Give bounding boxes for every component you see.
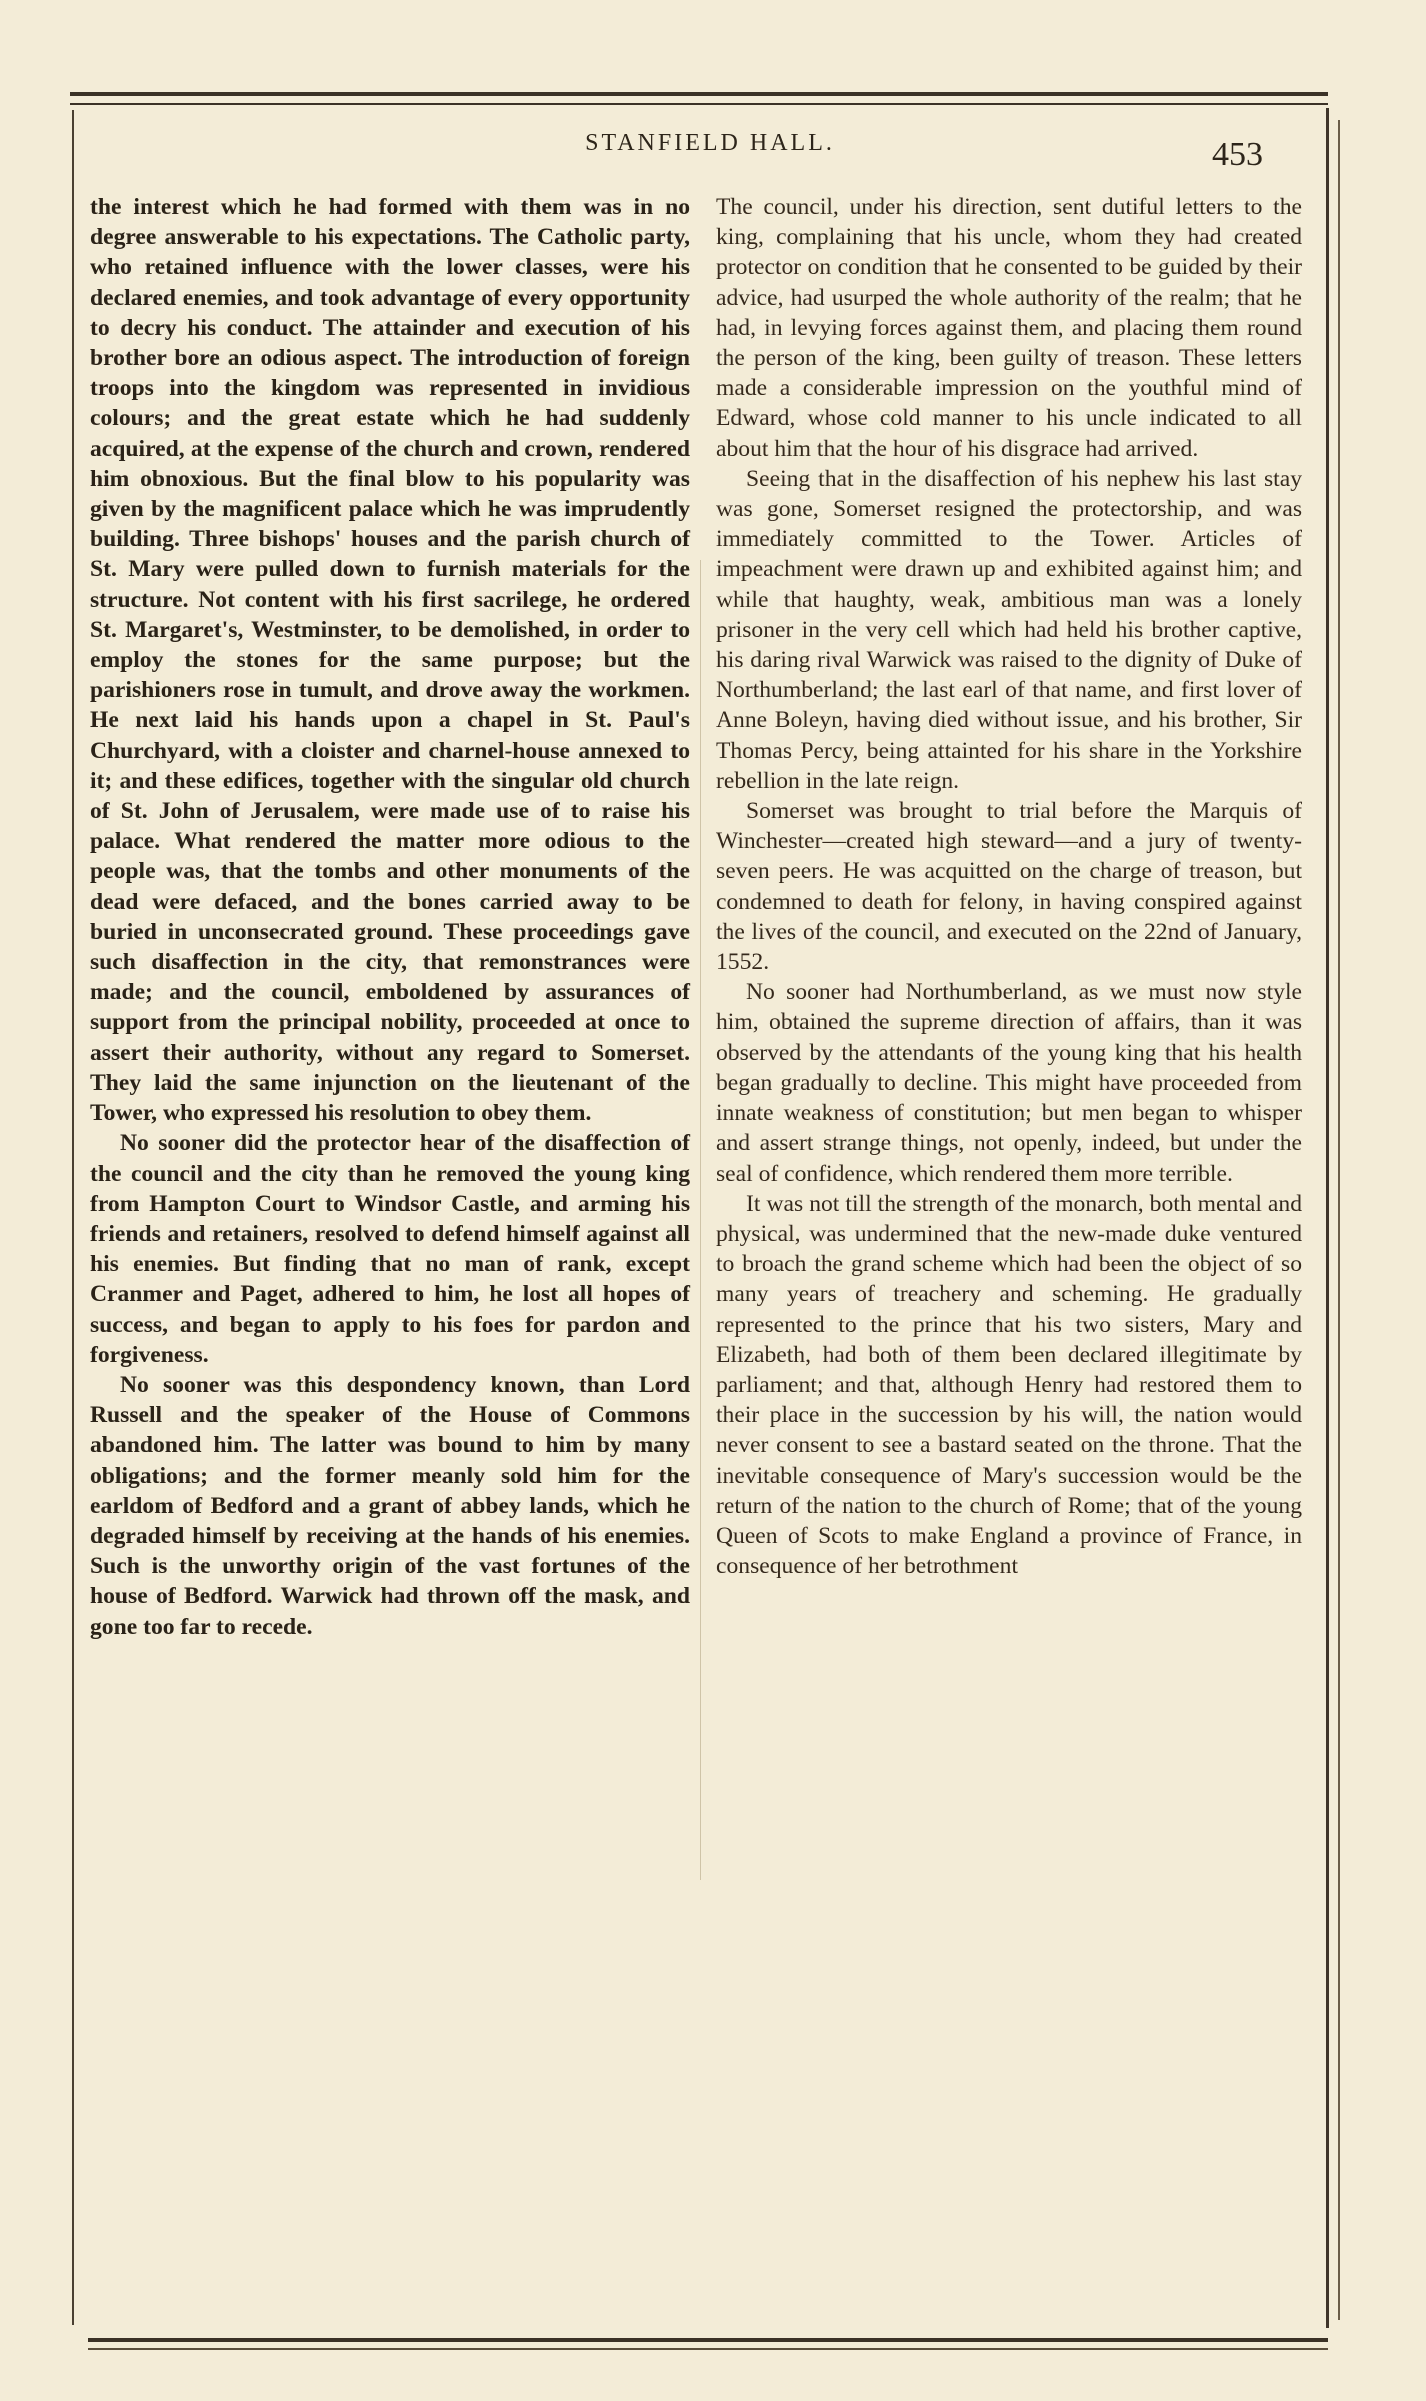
- bottom-rule-thin: [88, 2348, 1328, 2350]
- right-border-outer: [1338, 120, 1340, 2320]
- bottom-rule: [88, 2338, 1328, 2342]
- top-rule-thin: [70, 103, 1328, 105]
- left-paragraph-3: No sooner was this despondency known, than Lord Russell and the speaker of the House of Commons abandoned him. The latter was bound to him by many obligations; and the former meanly sold him for the earldom of Bedford and a grant of abbey lands, which he degraded himself by receiving at the hands of his enemies. Such is the unworthy origin of the vast fortunes of the house of Bedford. Warwick had thrown off the mask, and gone too far to recede.: [90, 1371, 690, 1640]
- left-paragraph-2: No sooner did the protector hear of the disaffection of the council and the city than he removed the young king from Hampton Court to Windsor Castle, and arming his friends and retainers, resolved to defend himself against all his enemies. But finding that no man of rank, except Cranmer and Paget, adhered to him, he lost all hopes of success, and began to apply to his foes for pardon and forgiveness.: [90, 1130, 690, 1368]
- column-divider: [700, 560, 701, 1880]
- right-paragraph-1: The council, under his direction, sent dutiful letters to the king, complaining that his uncle, whom they had created protector on condition that he consented to be guided by their advice, had usurped the whole authority of the realm; that he had, in levying forces against them, and placing them round the person of the king, been guilty of treason. These letters made a considerable impression on the youthful mind of Edward, whose cold manner to his uncle indicated to all about him that the hour of his disgrace had arrived.: [716, 194, 1302, 462]
- right-column: [716, 192, 1302, 1581]
- right-paragraph-5: It was not till the strength of the monarch, both mental and physical, was undermined that the new-made duke ventured to broach the grand scheme which had been the object of so many years of treachery and scheming. He gradually represented to the prince that his two sisters, Mary and Elizabeth, had both of them been declared illegitimate by parliament; and that, although Henry had restored them to their place in the succession by his will, the nation would never consent to see a bastard seated on the throne. That the inevitable consequence of Mary's succession would be the return of the nation to the church of Rome; that of the young Queen of Scots to make England a province of France, in consequence of her betrothment: [716, 1190, 1302, 1580]
- right-paragraph-4: No sooner had Northumberland, as we must now style him, obtained the supreme direction of affairs, than it was observed by the attendants of the young king that his health began gradually to decline. This might have proceeded from innate weakness of constitution; but men began to whisper and assert strange things, not openly, indeed, but under the seal of confidence, which rendered them more terrible.: [716, 979, 1302, 1187]
- top-rule: [70, 92, 1328, 96]
- running-head: STANFIELD HALL.: [585, 130, 835, 156]
- right-paragraph-3: Somerset was brought to trial before the Marquis of Winchester—created high steward—and a jury of twenty-seven peers. He was acquitted on the charge of treason, but condemned to death for felony, in having conspired against the lives of the council, and executed on the 22nd of January, 1552.: [716, 798, 1302, 976]
- page-number: 453: [1212, 136, 1263, 173]
- left-paragraph-1: the interest which he had formed with them was in no degree answerable to his expectations. The Catholic party, who retained influence with the lower classes, were his declared enemies, and took advantage of every opportunity to decry his conduct. The attainder and execution of his brother bore an odious aspect. The introduction of foreign troops into the kingdom was represented in invidious colours; and the great estate which he had suddenly acquired, at the expense of the church and crown, rendered him obnoxious. But the final blow to his popularity was given by the magnificent palace which he was imprudently building. Three bishops' houses and the parish church of St. Mary were pulled down to furnish materials for the structure. Not content with his first sacrilege, he ordered St. Margaret's, Westminster, to be demolished, in order to employ the stones for the same purpose; but the parishioners rose in tumult, and drove away the workmen. He next laid his hands upon a chapel in St. Paul's Churchyard, with a cloister and charnel-house annexed to it; and these edifices, together with the singular old church of St. John of Jerusalem, were made use of to raise his palace. What rendered the matter more odious to the people was, that the tombs and other monuments of the dead were defaced, and the bones carried away to be buried in unconsecrated ground. These proceedings gave such disaffection in the city, that remonstrances were made; and the council, emboldened by assurances of support from the principal nobility, proceeded at once to assert their authority, without any regard to Somerset. They laid the same injunction on the lieutenant of the Tower, who expressed his resolution to obey them.: [90, 194, 690, 1127]
- right-border: [1326, 108, 1329, 2328]
- left-column: [90, 192, 690, 1642]
- left-border: [72, 110, 74, 2325]
- right-paragraph-2: Seeing that in the disaffection of his nephew his last stay was gone, Somerset resigned the protectorship, and was immediately committed to the Tower. Articles of impeachment were drawn up and exhibited against him; and while that haughty, weak, ambitious man was a lonely prisoner in the very cell which had held his brother captive, his daring rival Warwick was raised to the dignity of Duke of Northumberland; the last earl of that name, and first lover of Anne Boleyn, having died without issue, and his brother, Sir Thomas Percy, being attainted for his share in the Yorkshire rebellion in the late reign.: [716, 465, 1302, 794]
